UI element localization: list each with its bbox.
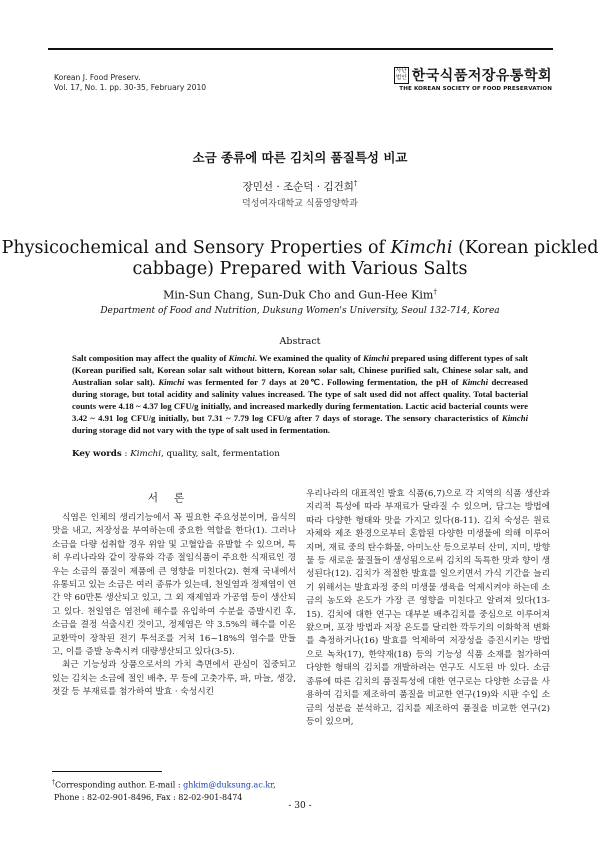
header-rule (48, 48, 553, 50)
footnote: †Corresponding author. E-mail : ghkim@duksung.ac.kr, Phone : 82-02-901-8496, Fax : 82-02-901-8474 (52, 779, 276, 802)
authors-korean: 장민선 · 조순덕 · 김건희† (242, 179, 358, 193)
body-column-right (306, 488, 550, 729)
keywords: Key words : Kimchi, quality, salt, fermentation (72, 449, 280, 459)
body-column-left (52, 512, 296, 700)
affiliation-english: Department of Food and Nutrition, Duksung Women's University, Seoul 132-714, Korea (100, 306, 500, 316)
affiliation-korean: 덕성여자대학교 식품영양학과 (242, 199, 358, 209)
title-korean: 소금 종류에 따른 김치의 품질특성 비교 (192, 150, 408, 165)
page-number: - 30 - (288, 801, 312, 811)
journal-volume: Vol. 17, No. 1. pp. 30-35, February 2010 (54, 82, 207, 92)
abstract-heading: Abstract (279, 336, 321, 347)
authors-english: Min-Sun Chang, Sun-Duk Cho and Gun-Hee Kim† (163, 288, 437, 302)
paragraph: 식염은 인체의 생리기능에서 꼭 필요한 주요성분이며, 음식의 맛을 내고, 저장성을 부여하는데 중요한 역할을 한다(1). 그러나 소금을 다량 섭취할 경우 위암 및 고혈압을 유발할 수 있으며, 특히 우리나라와 같이 장류와 각종 절임식품이 주요한 식재료인 경우는 소금의 품질이 제품에 큰 영향을 미친다(2). 현재 국내에서 유통되고 있는 소금은 여러 종류가 있는데, 천일염과 정제염이 연간 약 60만톤 생산되고 있고, 그 외 재제염과 가공염 등이 생산되고 있다. 천일염은 염전에 해수를 유입하여 수분을 증발시킨 후, 소금을 결정 석출시킨 것이고, 정제염은 약 3.5%의 해수를 이온 교환막이 장착된 전기 투석조를 거쳐 16~18%의 염수를 만들고, 이를 증발 농축시켜 대량생산되고 있다(3-5). (52, 513, 296, 658)
title-english: Physicochemical and Sensory Properties of Kimchi (Korean pickled cabbage) Prepared with Various Salts (1, 238, 599, 279)
journal-citation (54, 73, 206, 92)
section-heading-introduction: 서론 (147, 492, 201, 504)
society-name-kr: 한국식품저장유통학회 (411, 68, 552, 84)
footnote-rule (52, 771, 162, 772)
society-mark: 사단 법인 (394, 67, 409, 84)
email-link[interactable]: ghkim@duksung.ac.kr (183, 780, 274, 790)
society-name-en: THE KOREAN SOCIETY OF FOOD PRESERVATION (399, 86, 552, 92)
journal-name: Korean J. Food Preserv. (54, 73, 141, 82)
abstract-text: Salt composition may affect the quality of Kimchi. We examined the quality of Kimchi prepared using different types of salt (Korean purified salt, Korean solar salt without bittern, Korean solar salt, Chinese purified salt, Chinese solar salt, and Australian solar salt). Kimchi was fermented for 7 days at 20℃. Following fermentation, the pH of Kimchi decreased during storage, but total acidity and salinity values increased. The type of salt used did not affect quality. Total bacterial counts were 4.18 ~ 4.37 log CFU/g initially, and increased markedly during fermentation. Lactic acid bacterial counts were 3.42 ~ 4.91 log CFU/g initially, but 7.31 ~ 7.79 log CFU/g after 7 days of storage. The sensory characteristics of Kimchi during storage did not vary with the type of salt used in fermentation. (72, 353, 529, 435)
society-logo (394, 65, 552, 92)
paragraph: 우리나라의 대표적인 발효 식품(6,7)으로 각 지역의 식품 생산과 지리적 특성에 따라 부재료가 달라질 수 있으며, 담그는 방법에 따라 다양한 형태와 맛을 가지고 있다(8-11). 김치 숙성은 원료자체와 제조 환경으로부터 혼합된 다양한 미생물에 의해 이루어지며, 재료 중의 탄수화물, 아미노산 등으로부터 산미, 지미, 방향물 등 새로운 물질들이 생성됨으로써 김치의 독특한 맛과 향이 생성된다(12). 김치가 적절한 발효를 일으키면서 가식 기간을 늘리기 위해서는 발효과정 중의 미생물 생육을 억제시켜야 하는데 소금의 농도와 온도가 가장 큰 영향을 미친다고 알려져 있다(13-15). 김치에 대한 연구는 대부분 배추김치를 중심으로 이루어져 왔으며, 포장 방법과 저장 온도를 달리한 깍두기의 이화학적 변화를 측정하거나(16) 발효를 억제하여 저장성을 증진시키는 방법으로 녹차(17), 한약재(18) 등의 기능성 식품 소재를 첨가하여 다양한 형태의 김치를 개발하려는 연구도 시도된 바 있다. 소금 종류에 따른 김치의 품질특성에 대한 연구로는 다양한 소금을 사용하여 김치를 제조하여 품질을 비교한 연구(19)와 시판 수입 소금의 성분을 분석하고, 김치를 제조하여 품질을 비교한 연구(2) 등이 있으며, (306, 489, 550, 727)
paragraph: 최근 기능성과 상품으로서의 가치 측면에서 관심이 집중되고 있는 김치는 소금에 절인 배추, 무 등에 고춧가루, 파, 마늘, 생강, 젓갈 등 부재료를 첨가하여 발효 · 숙성시킨 (52, 660, 296, 698)
